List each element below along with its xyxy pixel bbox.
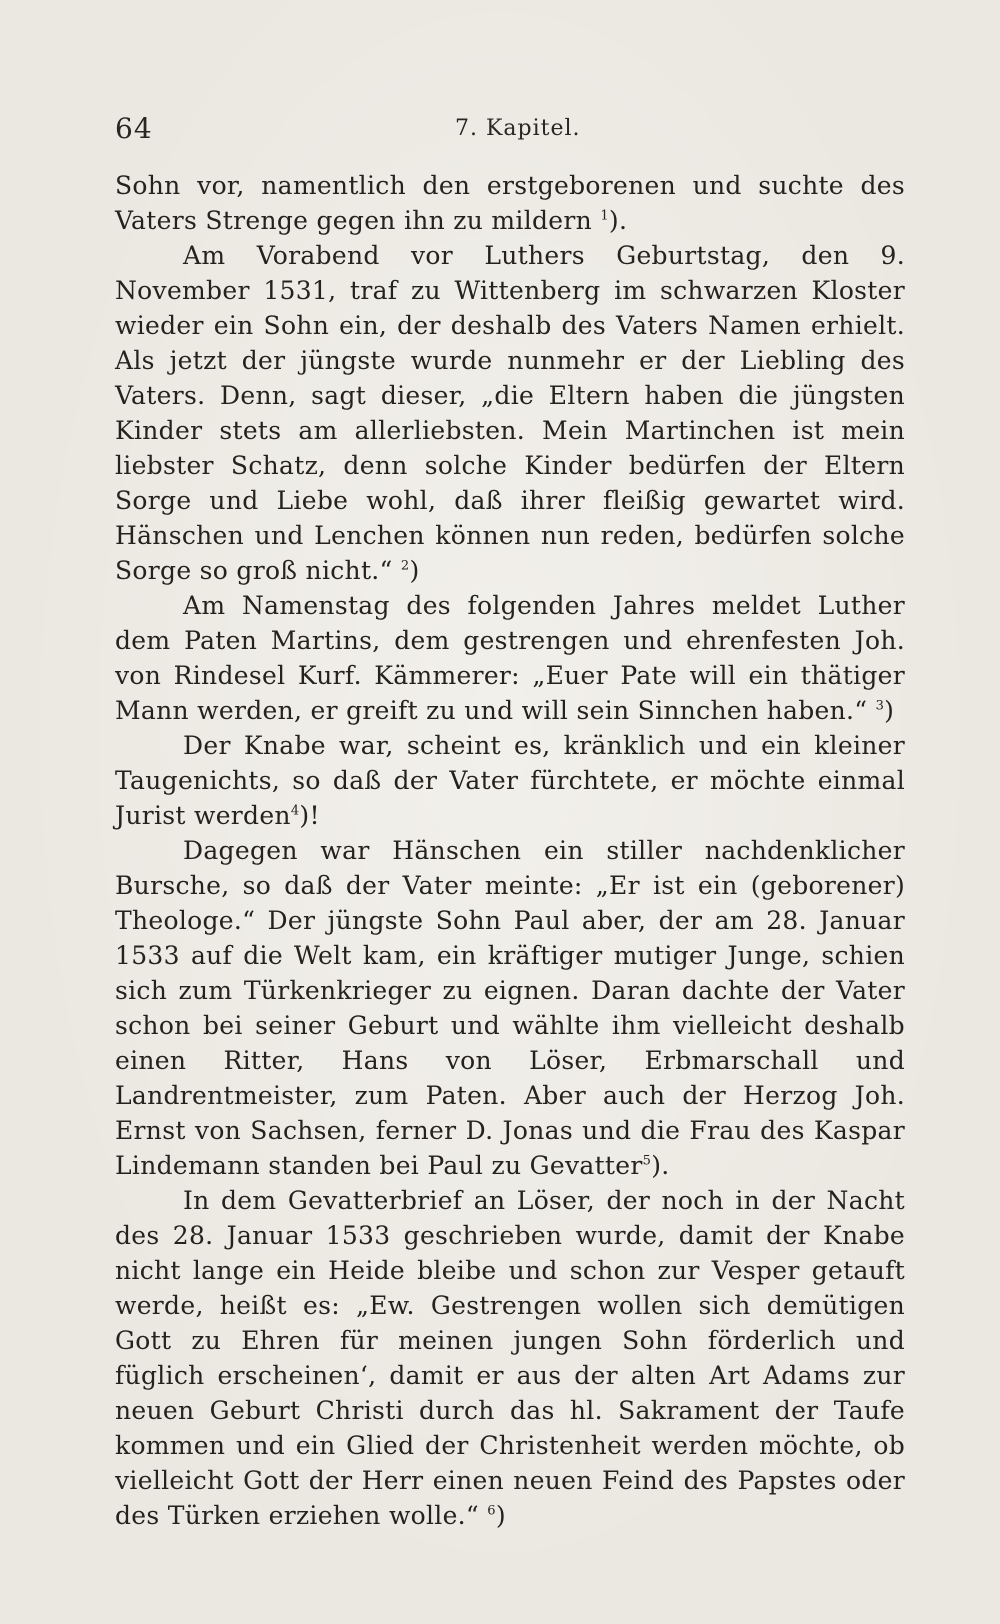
text-segment: Dagegen war Hänschen ein stiller nachdenklicher Bursche, so daß der Vater meinte: „Er ist ein (geborener) Theologe.“ Der jüngste Sohn Paul aber, der am 28. Januar 1533 auf die Welt kam, ein kräftiger mutiger Junge, schien sich zum Türkenkrieger zu eignen. Daran dachte der Vater schon bei seiner Geburt und wählte ihm vielleicht deshalb einen Ritter, Hans von Löser, Erbmarschall und Landrentmeister, zum Paten. Aber auch der Herzog Joh. Ernst von Sachsen, ferner D. Jonas und die Frau des Kaspar Lindemann standen bei Paul zu Gevatter <box>115 836 905 1180</box>
text-segment: ). <box>651 1151 670 1180</box>
text-segment: ) <box>495 1501 506 1530</box>
paragraph <box>115 168 905 238</box>
footnote-marker: 3 <box>875 698 885 714</box>
text-segment: Am Vorabend vor Luthers Geburtstag, den 9. November 1531, traf zu Wittenberg im schwarzen Kloster wieder ein Sohn ein, der deshalb des Vaters Namen erhielt. Als jetzt der jüngste wurde nunmehr er der Liebling des Vaters. Denn, sagt dieser, „die Eltern haben die jüngsten Kinder stets am allerliebsten. Mein Martinchen ist mein liebster Schatz, denn solche Kinder bedürfen der Eltern Sorge und Liebe wohl, daß ihrer fleißig gewartet wird. Hänschen und Lenchen können nun reden, bedürfen solche Sorge so groß nicht.“ <box>115 241 905 585</box>
footnote-marker: 5 <box>642 1153 652 1169</box>
paragraph <box>115 1183 905 1533</box>
paragraph <box>115 238 905 588</box>
paragraph <box>115 833 905 1183</box>
text-segment: )! <box>299 801 320 830</box>
text-segment: Sohn vor, namentlich den erstgeborenen und suchte des Vaters Strenge gegen ihn zu mildern <box>115 171 905 235</box>
page-number: 64 <box>115 112 153 145</box>
paragraph <box>115 728 905 833</box>
paragraph <box>115 588 905 728</box>
footnote-marker: 2 <box>400 558 410 574</box>
chapter-heading: 7. Kapitel. <box>455 116 581 141</box>
footnote-marker: 1 <box>600 208 609 224</box>
text-segment: ). <box>608 206 628 235</box>
footnote-marker: 6 <box>487 1503 496 1519</box>
text-segment: Am Namenstag des folgenden Jahres meldet Luther dem Paten Martins, dem gestrengen und ehrenfesten Joh. von Rindesel Kurf. Kämmerer: „Euer Pate will ein thätiger Mann werden, er greift zu und will sein Sinnchen haben.“ <box>115 591 905 725</box>
text-segment: ) <box>409 556 420 585</box>
page-header <box>115 112 905 152</box>
text-segment: In dem Gevatterbrief an Löser, der noch in der Nacht des 28. Januar 1533 geschrieben wurde, damit der Knabe nicht lange ein Heide bleibe und schon zur Vesper getauft werde, heißt es: „Ew. Gestrengen wollen sich demütigen Gott zu Ehren für meinen jungen Sohn förderlich und füglich erscheinen‘, damit er aus der alten Art Adams zur neuen Geburt Christi durch das hl. Sakrament der Taufe kommen und ein Glied der Christenheit werden möchte, ob vielleicht Gott der Herr einen neuen Feind des Papstes oder des Türken erziehen wolle.“ <box>115 1186 905 1530</box>
text-segment: ) <box>884 696 895 725</box>
footnote-marker: 4 <box>290 803 300 819</box>
text-segment: Der Knabe war, scheint es, kränklich und ein kleiner Taugenichts, so daß der Vater fürchtete, er möchte einmal Jurist werden <box>115 731 905 830</box>
body-text <box>115 168 905 1533</box>
